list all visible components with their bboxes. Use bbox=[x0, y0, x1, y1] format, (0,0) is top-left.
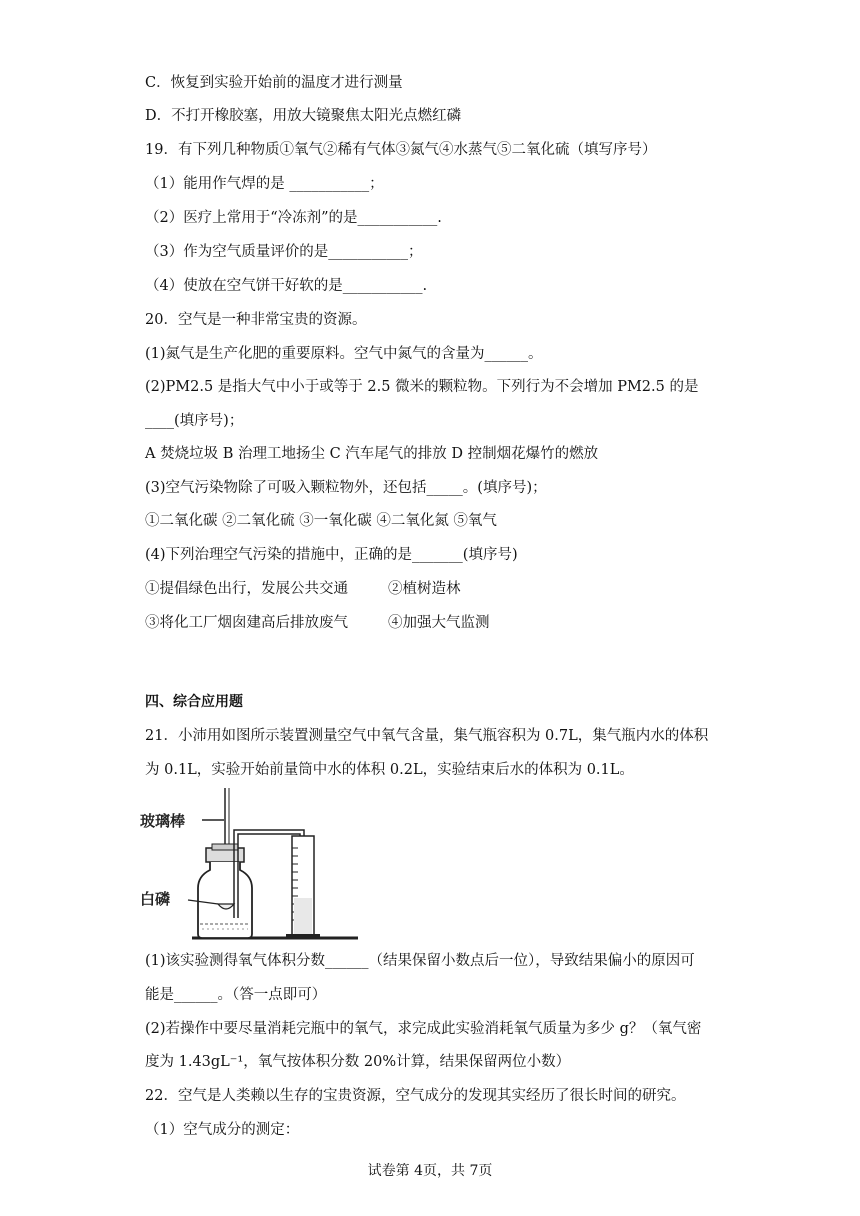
q19-part-3: （3）作为空气质量评价的是___________； bbox=[145, 244, 423, 260]
q19-part-2: （2）医疗上常用于“冷冻剂”的是___________. bbox=[145, 210, 442, 226]
q19-part-4: （4）使放在空气饼干好软的是___________. bbox=[145, 278, 428, 294]
q20-part-3-options: ①二氧化碳 ②二氧化硫 ③一氧化碳 ④二氧化氮 ⑤氧气 bbox=[145, 513, 497, 529]
option-1: ①提倡绿色出行，发展公共交通 bbox=[145, 581, 348, 597]
option-4: ④加强大气监测 bbox=[388, 615, 490, 631]
question-21: 21．小沛用如图所示装置测量空气中氧气含量，集气瓶容积为 0.7L，集气瓶内水的体积 bbox=[145, 728, 709, 744]
gas-bottle bbox=[198, 862, 252, 938]
line-option-d: D．不打开橡胶塞，用放大镜聚焦太阳光点燃红磷 bbox=[145, 108, 462, 124]
q20-part-1: (1)氮气是生产化肥的重要原料。空气中氮气的含量为______。 bbox=[145, 346, 543, 362]
q21-part-1: (1)该实验测得氧气体积分数______（结果保留小数点后一位），导致结果偏小的原因可 bbox=[145, 953, 695, 969]
question-22: 22．空气是人类赖以生存的宝贵资源，空气成分的发现其实经历了很长时间的研究。 bbox=[145, 1088, 686, 1104]
section-heading: 四、综合应用题 bbox=[145, 694, 243, 710]
question-20: 20．空气是一种非常宝贵的资源。 bbox=[145, 312, 367, 328]
question-21-cont: 为 0.1L，实验开始前量筒中水的体积 0.2L，实验结束后水的体积为 0.1L。 bbox=[145, 762, 634, 778]
experiment-apparatus-figure bbox=[140, 786, 370, 946]
q20-part-3: (3)空气污染物除了可吸入颗粒物外，还包括_____。(填序号)； bbox=[145, 480, 547, 496]
q19-part-1: （1）能用作气焊的是 ___________； bbox=[145, 176, 384, 192]
label-white-phosphorus: 白磷 bbox=[140, 890, 171, 908]
line-option-c: C．恢复到实验开始前的温度才进行测量 bbox=[145, 75, 403, 91]
q20-part-4-options-row2 bbox=[145, 613, 490, 633]
q20-options: A 焚烧垃圾 B 治理工地扬尘 C 汽车尾气的排放 D 控制烟花爆竹的燃放 bbox=[145, 446, 599, 462]
page-footer: 试卷第 4页，共 7页 bbox=[367, 1163, 493, 1179]
option-3: ③将化工厂烟囱建高后排放废气 bbox=[145, 615, 348, 631]
label-glass-rod: 玻璃棒 bbox=[140, 812, 186, 830]
q22-part-1: （1）空气成分的测定： bbox=[145, 1122, 300, 1138]
q21-part-2: (2)若操作中要尽量消耗完瓶中的氧气，求完成此实验消耗氧气质量为多少 g？（氧气密 bbox=[145, 1021, 702, 1037]
q21-part-1-cont: 能是______。（答一点即可） bbox=[145, 987, 327, 1003]
q20-part-2: (2)PM2.5 是指大气中小于或等于 2.5 微米的颗粒物。下列行为不会增加 PM2.5 的是 bbox=[145, 379, 699, 395]
q20-part-2-cont: ____(填序号)； bbox=[145, 413, 244, 429]
q21-part-2-cont: 度为 1.43gL⁻¹，氧气按体积分数 20%计算，结果保留两位小数） bbox=[145, 1054, 571, 1070]
q20-part-4: (4)下列治理空气污染的措施中，正确的是_______(填序号) bbox=[145, 547, 518, 563]
option-2: ②植树造林 bbox=[388, 581, 461, 597]
question-19: 19．有下列几种物质①氧气②稀有气体③氮气④水蒸气⑤二氧化硫（填写序号） bbox=[145, 142, 657, 158]
q20-part-4-options-row1 bbox=[145, 579, 461, 599]
